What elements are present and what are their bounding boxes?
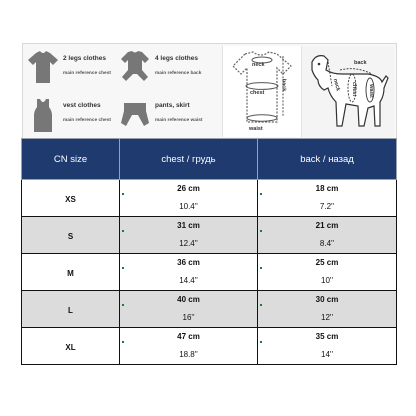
garment-type-legend	[23, 44, 207, 139]
table-row	[22, 217, 397, 254]
cell-marker	[260, 341, 262, 343]
legend-title: 4 legs clothes	[155, 55, 198, 62]
back-cell	[258, 291, 397, 328]
back-cm: 21 cm	[315, 221, 339, 230]
header-chest: chest / грудь	[120, 139, 258, 180]
back-in: 8.4''	[319, 239, 335, 248]
chest-cm: 36 cm	[177, 258, 200, 267]
back-in: 10''	[321, 276, 333, 285]
dog-waist-label: waist	[367, 84, 374, 98]
dog-chest-label: chest	[351, 81, 358, 97]
chest-cm: 40 cm	[177, 295, 200, 304]
dog-neck-label: neck	[331, 78, 341, 92]
cell-marker	[260, 267, 262, 269]
size-cell	[22, 254, 120, 291]
back-cm: 35 cm	[315, 332, 339, 341]
chest-cell	[120, 180, 258, 217]
size-table	[21, 138, 397, 365]
header-size: CN size	[22, 139, 120, 180]
size-label: XL	[65, 343, 76, 352]
legend-item-2-legs	[23, 44, 115, 90]
pants-icon	[118, 97, 152, 135]
legend-item-vest	[23, 91, 115, 137]
size-label: L	[68, 306, 73, 315]
legend-subtitle: main reference back	[155, 71, 202, 76]
back-cell	[258, 254, 397, 291]
chest-cm: 26 cm	[177, 184, 200, 193]
back-cm: 30 cm	[315, 295, 339, 304]
garment-measure-diagram	[222, 46, 302, 137]
legend-title: vest clothes	[63, 102, 101, 109]
size-cell	[22, 180, 120, 217]
table-row	[22, 180, 397, 217]
back-label: back	[280, 78, 287, 92]
legend-item-pants	[115, 91, 207, 137]
cell-marker	[260, 304, 262, 306]
cell-marker	[122, 193, 124, 195]
legend-title: pants, skirt	[155, 102, 190, 109]
table-row	[22, 291, 397, 328]
back-cell	[258, 328, 397, 365]
chest-in: 18.8''	[179, 350, 198, 359]
size-cell	[22, 328, 120, 365]
back-in: 14''	[321, 350, 333, 359]
chest-cm: 31 cm	[177, 221, 200, 230]
jumpsuit-icon	[118, 50, 152, 86]
cell-marker	[122, 267, 124, 269]
cell-marker	[260, 193, 262, 195]
cell-marker	[122, 341, 124, 343]
legend-subtitle: main reference chest	[63, 71, 111, 76]
back-in: 12''	[321, 313, 333, 322]
chest-cell	[120, 217, 258, 254]
chest-in: 14.4''	[179, 276, 198, 285]
tshirt-icon	[26, 50, 60, 86]
size-cell	[22, 291, 120, 328]
dog-measure-diagram	[302, 46, 394, 137]
legend-subtitle: main reference waist	[155, 118, 203, 123]
chest-label: chest	[250, 90, 265, 96]
chest-cell	[120, 328, 258, 365]
size-label: XS	[65, 195, 76, 204]
chest-cm: 47 cm	[177, 332, 200, 341]
chest-cell	[120, 254, 258, 291]
waist-label: waist	[249, 126, 263, 132]
back-cell	[258, 217, 397, 254]
dog-icon	[302, 46, 394, 137]
back-cell	[258, 180, 397, 217]
chest-in: 16''	[182, 313, 195, 322]
size-label: M	[67, 269, 74, 278]
legend-item-4-legs	[115, 44, 207, 90]
back-in: 7.2''	[319, 202, 335, 211]
cell-marker	[122, 230, 124, 232]
header-back: back / назад	[258, 139, 397, 180]
cell-marker	[122, 304, 124, 306]
table-row	[22, 254, 397, 291]
cell-marker	[260, 230, 262, 232]
dog-back-label: back	[354, 60, 367, 66]
measurement-guide	[22, 43, 397, 140]
legend-title: 2 legs clothes	[63, 55, 106, 62]
table-row	[22, 328, 397, 365]
neck-label: neck	[252, 62, 265, 68]
table-header-row	[22, 139, 397, 180]
vest-icon	[26, 97, 60, 135]
size-cell	[22, 217, 120, 254]
chest-in: 10.4''	[179, 202, 198, 211]
legend-subtitle: main reference chest	[63, 118, 111, 123]
back-cm: 18 cm	[315, 184, 339, 193]
size-label: S	[67, 232, 74, 241]
back-cm: 25 cm	[315, 258, 339, 267]
chest-cell	[120, 291, 258, 328]
chest-in: 12.4''	[179, 239, 198, 248]
